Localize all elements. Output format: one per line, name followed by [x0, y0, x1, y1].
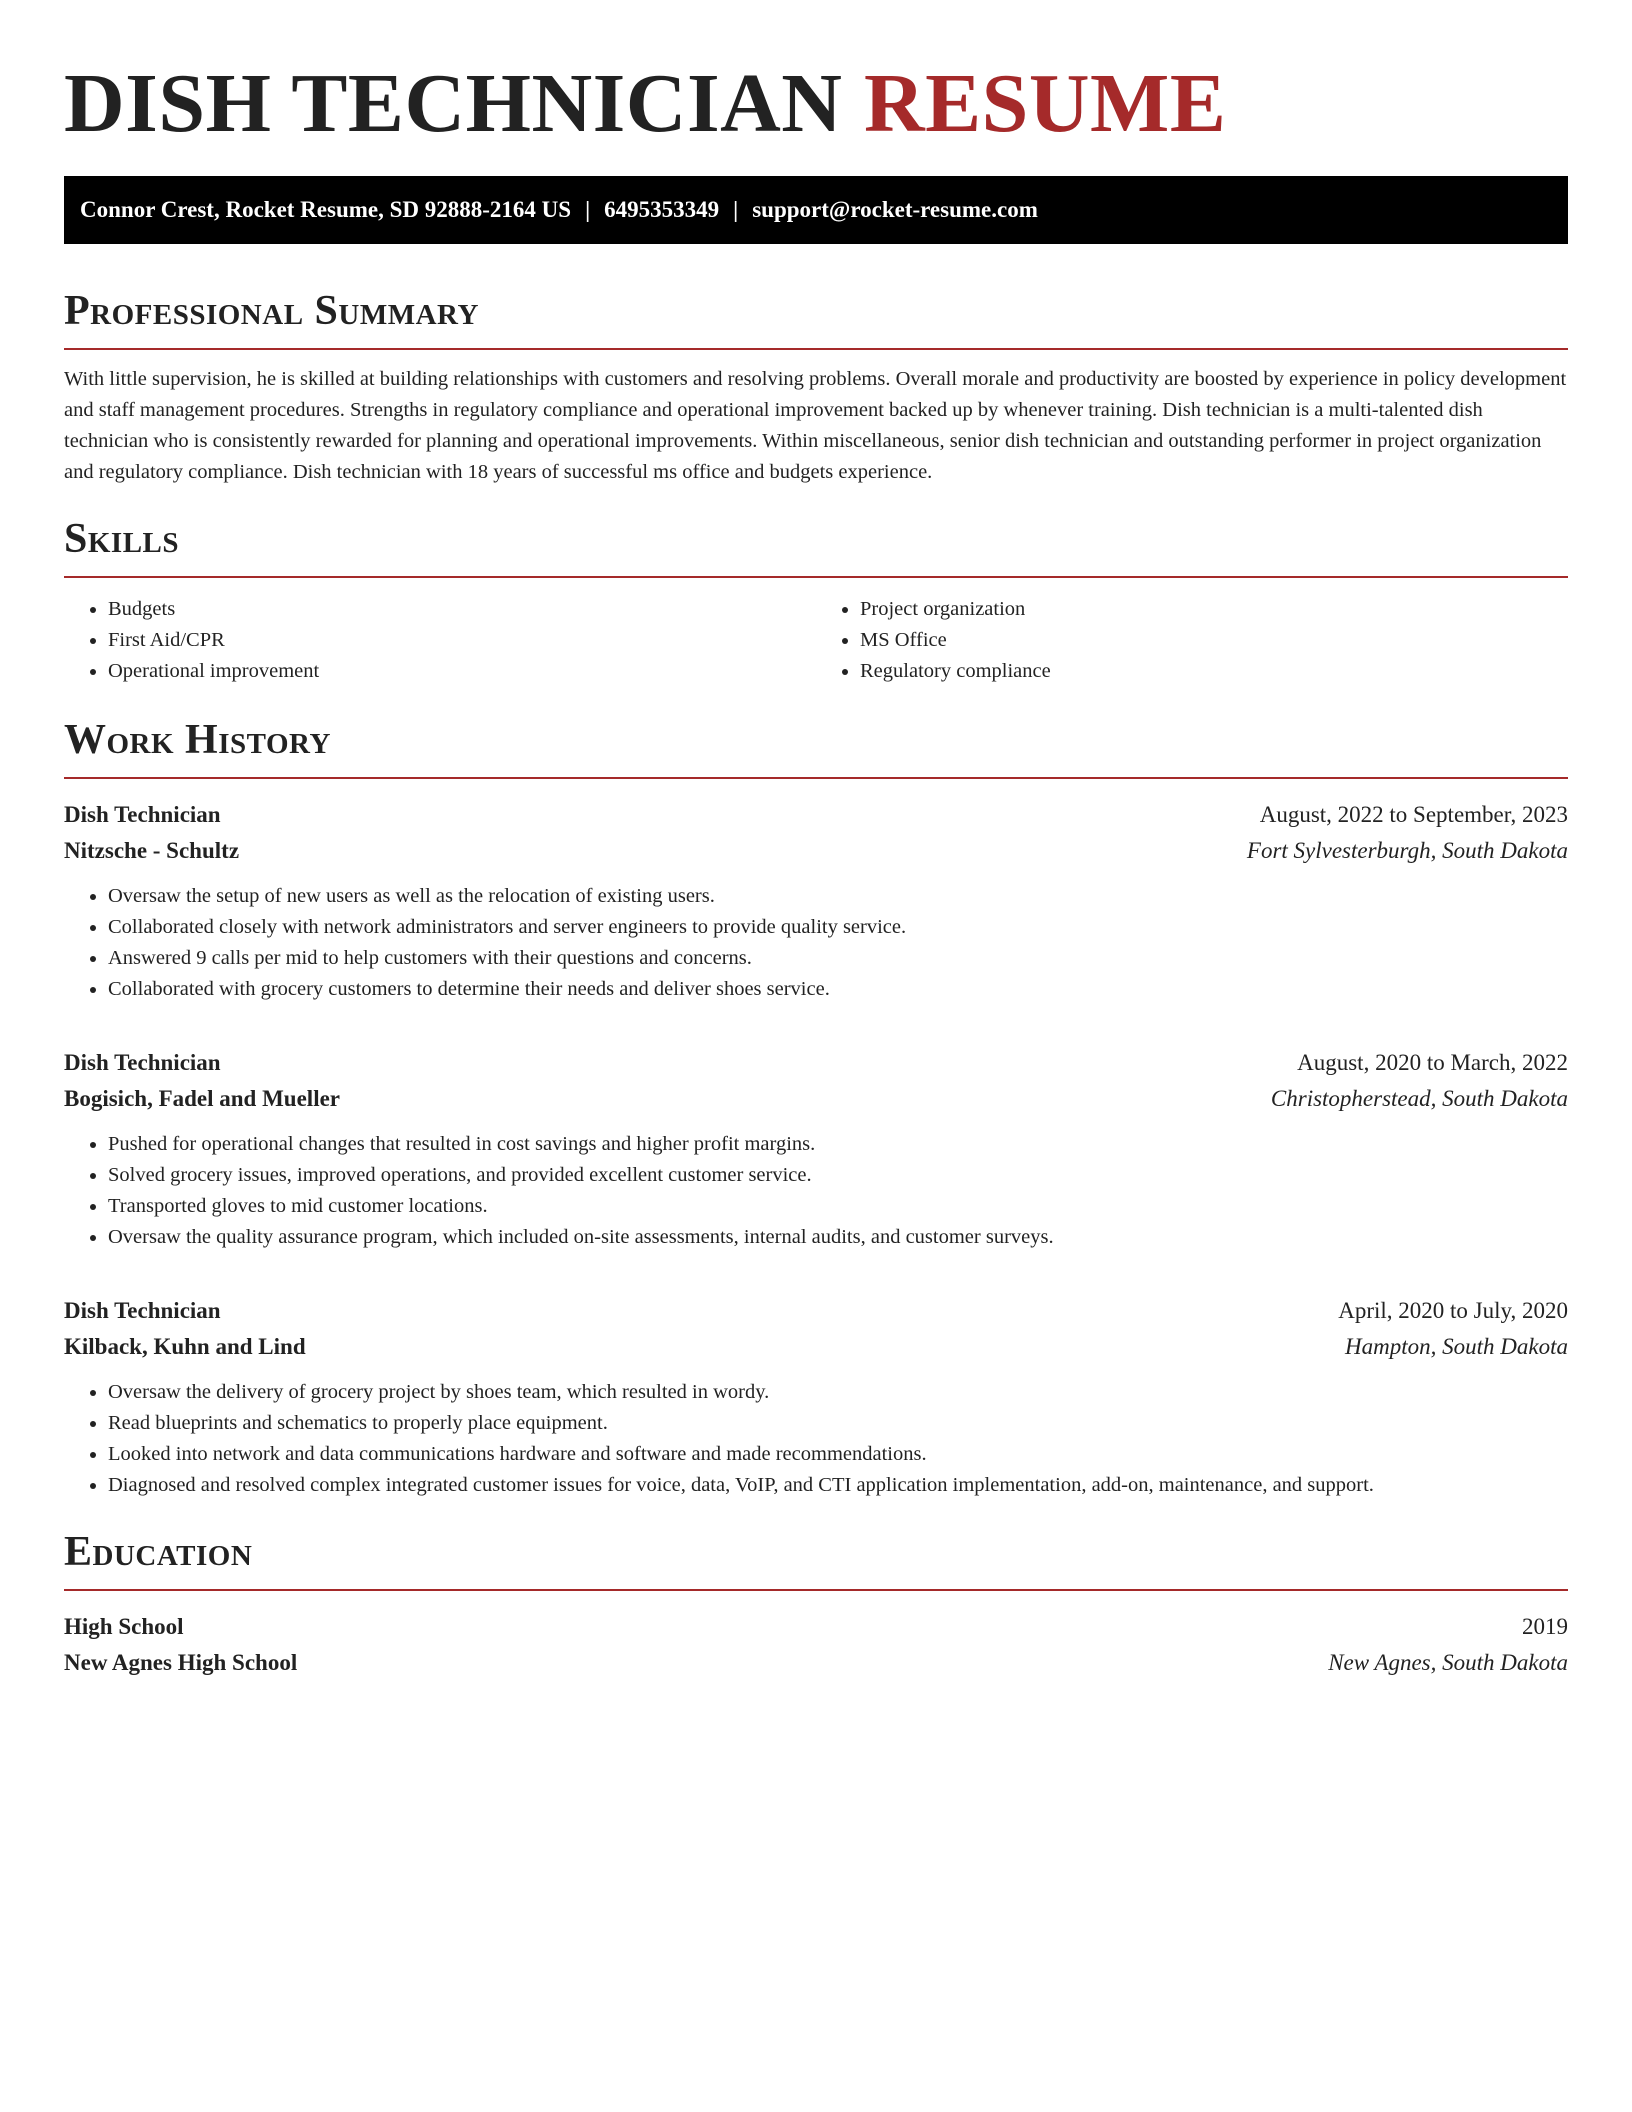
- skill-item: • MS Office: [860, 625, 1568, 656]
- summary-section: [64, 286, 1568, 488]
- section-divider: [64, 576, 1568, 578]
- job-entry: [64, 1293, 1568, 1501]
- job-bullet: • Oversaw the setup of new users as well as the relocation of existing users.: [108, 881, 1568, 912]
- job-bullets: [64, 1129, 1568, 1253]
- contact-phone: 6495353349: [604, 197, 720, 222]
- work-history-heading: Work History: [64, 717, 331, 763]
- job-bullet: • Answered 9 calls per mid to help customers with their questions and concerns.: [108, 943, 1568, 974]
- resume-title: [64, 0, 1568, 150]
- education-subheader: [64, 1645, 1568, 1681]
- education-school: New Agnes High School: [64, 1650, 298, 1675]
- skills-list: [64, 594, 1568, 687]
- education-heading: Education: [64, 1529, 253, 1575]
- contact-bar: [64, 176, 1568, 244]
- skill-item: • Regulatory compliance: [860, 656, 1568, 687]
- resume-page: [64, 0, 1568, 1681]
- job-bullet: • Oversaw the quality assurance program, which included on-site assessments, internal audits, and customer surveys.: [108, 1222, 1568, 1253]
- job-dates: August, 2022 to September, 2023: [1259, 802, 1568, 827]
- education-entry: [64, 1609, 1568, 1681]
- job-company: Bogisich, Fadel and Mueller: [64, 1086, 340, 1111]
- job-bullet: • Transported gloves to mid customer locations.: [108, 1191, 1568, 1222]
- job-entry: [64, 1045, 1568, 1253]
- job-location: Fort Sylvesterburgh, South Dakota: [1246, 838, 1568, 863]
- job-bullet: • Pushed for operational changes that resulted in cost savings and higher profit margins.: [108, 1129, 1568, 1160]
- skills-heading: Skills: [64, 516, 180, 562]
- job-location: Hampton, South Dakota: [1345, 1334, 1568, 1359]
- contact-separator: |: [585, 197, 591, 222]
- job-subheader: [64, 1081, 1568, 1117]
- job-subheader: [64, 833, 1568, 869]
- job-header: [64, 1293, 1568, 1329]
- job-header: [64, 1045, 1568, 1081]
- title-accent: RESUME: [863, 57, 1227, 150]
- job-entry: [64, 797, 1568, 1005]
- job-bullet: • Looked into network and data communications hardware and software and made recommendations.: [108, 1439, 1568, 1470]
- job-bullets: [64, 881, 1568, 1005]
- job-bullet: • Read blueprints and schematics to properly place equipment.: [108, 1408, 1568, 1439]
- contact-email[interactable]: support@rocket-resume.com: [752, 197, 1038, 222]
- job-title: Dish Technician: [64, 1050, 221, 1075]
- title-main: DISH TECHNICIAN: [64, 57, 843, 150]
- section-divider: [64, 348, 1568, 350]
- job-bullet: • Collaborated closely with network administrators and server engineers to provide quality service.: [108, 912, 1568, 943]
- job-bullet: • Diagnosed and resolved complex integrated customer issues for voice, data, VoIP, and CTI application implementation, add-on, maintenance, and support.: [108, 1470, 1568, 1501]
- skill-item: • Project organization: [860, 594, 1568, 625]
- contact-separator: |: [733, 197, 739, 222]
- job-title: Dish Technician: [64, 1298, 221, 1323]
- job-dates: August, 2020 to March, 2022: [1297, 1050, 1568, 1075]
- skill-item: • Operational improvement: [108, 656, 816, 687]
- contact-address: Connor Crest, Rocket Resume, SD 92888-2164 US: [80, 197, 572, 222]
- skills-column-left: [64, 594, 816, 687]
- section-divider: [64, 1589, 1568, 1591]
- skills-column-right: [816, 594, 1568, 687]
- job-company: Nitzsche - Schultz: [64, 838, 240, 863]
- job-header: [64, 797, 1568, 833]
- job-bullet: • Solved grocery issues, improved operations, and provided excellent customer service.: [108, 1160, 1568, 1191]
- education-year: 2019: [1522, 1614, 1568, 1639]
- job-bullets: [64, 1377, 1568, 1501]
- job-bullet: • Collaborated with grocery customers to determine their needs and deliver shoes service.: [108, 974, 1568, 1005]
- job-location: Christopherstead, South Dakota: [1270, 1086, 1568, 1111]
- skill-item: • First Aid/CPR: [108, 625, 816, 656]
- job-dates: April, 2020 to July, 2020: [1338, 1298, 1568, 1323]
- job-title: Dish Technician: [64, 802, 221, 827]
- work-history-section: [64, 715, 1568, 1501]
- education-degree: High School: [64, 1614, 184, 1639]
- skill-item: • Budgets: [108, 594, 816, 625]
- education-location: New Agnes, South Dakota: [1328, 1650, 1568, 1675]
- job-company: Kilback, Kuhn and Lind: [64, 1334, 306, 1359]
- section-divider: [64, 777, 1568, 779]
- summary-text: With little supervision, he is skilled at building relationships with customers and resolving problems. Overall morale and productivity are boosted by experience in policy development and staff management procedures. Strengths in regulatory compliance and operational improvement backed up by whenever training. Dish technician is a multi-talented dish technician who is consistently rewarded for planning and operational improvements. Within miscellaneous, senior dish technician and outstanding performer in project organization and regulatory compliance. Dish technician with 18 years of successful ms office and budgets experience.: [64, 368, 1567, 483]
- job-bullet: • Oversaw the delivery of grocery project by shoes team, which resulted in wordy.: [108, 1377, 1568, 1408]
- education-header: [64, 1609, 1568, 1645]
- skills-section: [64, 514, 1568, 687]
- education-section: [64, 1527, 1568, 1681]
- job-subheader: [64, 1329, 1568, 1365]
- summary-heading: Professional Summary: [64, 288, 479, 334]
